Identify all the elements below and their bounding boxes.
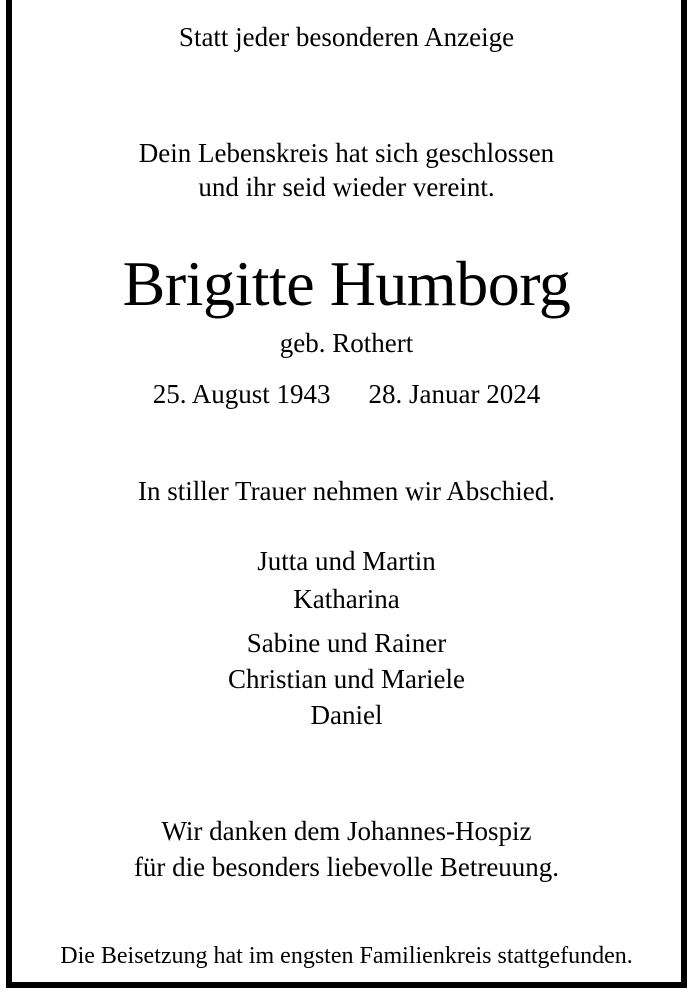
thanks-line-2: für die besonders liebevolle Betreuung. xyxy=(133,852,560,882)
mourning-text: In stiller Trauer nehmen wir Abschied. xyxy=(138,476,555,506)
deceased-name: Brigitte Humborg xyxy=(122,248,571,319)
death-date: 28. Januar 2024 xyxy=(368,379,541,409)
birth-date: 25. August 1943 xyxy=(152,379,331,409)
family-member: Jutta und Martin xyxy=(257,546,436,576)
burial-note: Die Beisetzung hat im engsten Familienkreis stattgefunden. xyxy=(60,943,633,969)
family-member: Christian und Mariele xyxy=(228,664,465,694)
family-member: Sabine und Rainer xyxy=(246,628,447,658)
life-dates xyxy=(12,381,681,408)
thanks-line-1: Wir danken dem Johannes-Hospiz xyxy=(161,816,532,846)
verse-line-1: Dein Lebenskreis hat sich geschlossen xyxy=(138,138,555,168)
maiden-name: geb. Rothert xyxy=(279,328,414,358)
obituary-notice xyxy=(6,0,687,988)
notice-header: Statt jeder besonderen Anzeige xyxy=(178,22,515,52)
family-member: Daniel xyxy=(310,700,383,730)
verse-line-2: und ihr seid wieder vereint. xyxy=(198,172,495,202)
family-member: Katharina xyxy=(293,584,400,614)
